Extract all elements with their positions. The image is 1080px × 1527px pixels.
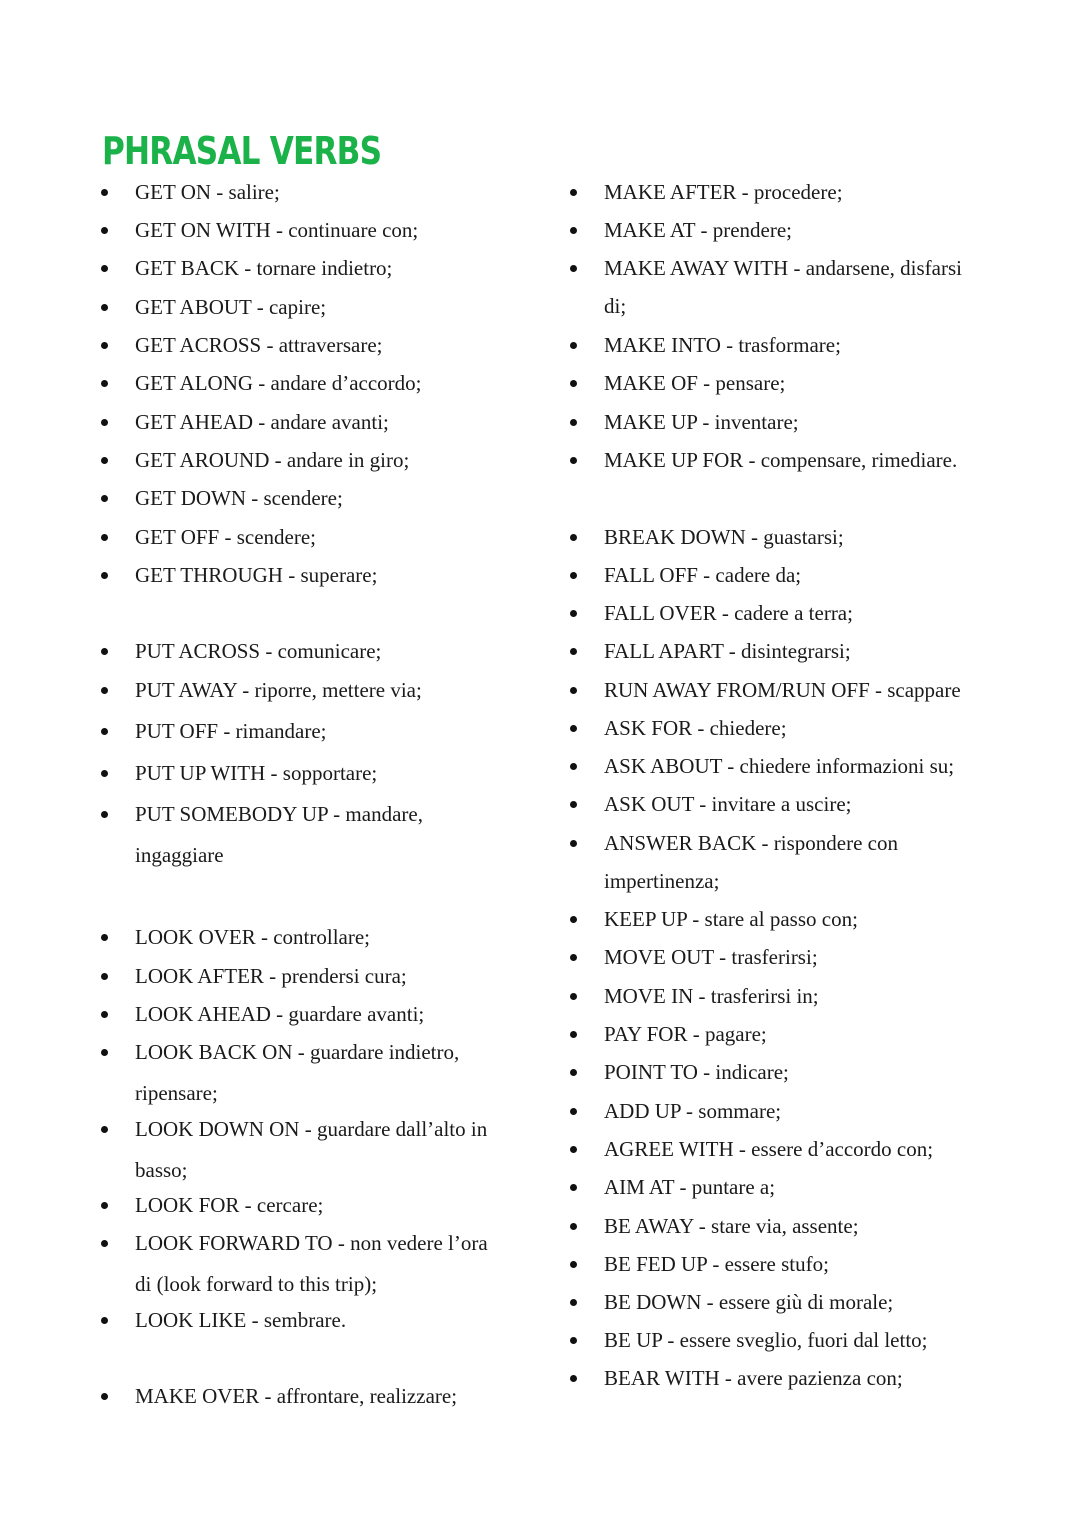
list-item: GET THROUGH - superare;: [135, 563, 378, 587]
list-item: GET OFF - scendere;: [135, 525, 316, 549]
list-item-continuation: basso;: [135, 1158, 188, 1182]
list-item: GET DOWN - scendere;: [135, 486, 343, 510]
bullet-icon: [570, 380, 577, 387]
bullet-icon: [101, 457, 108, 464]
list-item: LOOK LIKE - sembrare.: [135, 1308, 347, 1332]
list-item: GET AHEAD - andare avanti;: [135, 410, 389, 434]
bullet-icon: [101, 687, 108, 694]
bullet-icon: [570, 1223, 577, 1230]
bullet-icon: [570, 1146, 577, 1153]
bullet-icon: [570, 1299, 577, 1306]
list-item: FALL OFF - cadere da;: [604, 563, 802, 587]
bullet-icon: [570, 342, 577, 349]
list-item: LOOK FOR - cercare;: [135, 1193, 324, 1217]
bullet-icon: [101, 1317, 108, 1324]
bullet-icon: [101, 1240, 108, 1247]
list-item: MAKE AWAY WITH - andarsene, disfarsi: [604, 256, 962, 280]
list-item-continuation: impertinenza;: [604, 869, 720, 893]
bullet-icon: [101, 1011, 108, 1018]
list-item: PUT OFF - rimandare;: [135, 719, 327, 743]
bullet-icon: [101, 227, 108, 234]
list-item: PUT UP WITH - sopportare;: [135, 761, 378, 785]
bullet-icon: [570, 572, 577, 579]
list-item: MOVE OUT - trasferirsi;: [604, 945, 818, 969]
list-item-continuation: ingaggiare: [135, 843, 224, 867]
list-item: AIM AT - puntare a;: [604, 1175, 776, 1199]
bullet-icon: [101, 380, 108, 387]
bullet-icon: [570, 993, 577, 1000]
bullet-icon: [101, 973, 108, 980]
list-item: MOVE IN - trasferirsi in;: [604, 984, 819, 1008]
bullet-icon: [570, 189, 577, 196]
list-item: MAKE UP FOR - compensare, rimediare.: [604, 448, 958, 472]
bullet-icon: [570, 763, 577, 770]
bullet-icon: [570, 265, 577, 272]
bullet-icon: [570, 648, 577, 655]
bullet-icon: [570, 916, 577, 923]
bullet-icon: [570, 687, 577, 694]
bullet-icon: [101, 934, 108, 941]
bullet-icon: [570, 1108, 577, 1115]
list-item: MAKE OF - pensare;: [604, 371, 786, 395]
bullet-icon: [570, 227, 577, 234]
bullet-icon: [101, 189, 108, 196]
bullet-icon: [101, 304, 108, 311]
list-item: GET ACROSS - attraversare;: [135, 333, 383, 357]
bullet-icon: [101, 534, 108, 541]
bullet-icon: [101, 648, 108, 655]
bullet-icon: [101, 342, 108, 349]
list-item: MAKE UP - inventare;: [604, 410, 799, 434]
list-item: BE FED UP - essere stufo;: [604, 1252, 829, 1276]
list-item: BEAR WITH - avere pazienza con;: [604, 1366, 903, 1390]
list-item: LOOK AHEAD - guardare avanti;: [135, 1002, 425, 1026]
list-item: LOOK DOWN ON - guardare dall’alto in: [135, 1117, 488, 1141]
list-item-continuation: ripensare;: [135, 1081, 218, 1105]
list-item: AGREE WITH - essere d’accordo con;: [604, 1137, 934, 1161]
bullet-icon: [570, 610, 577, 617]
bullet-icon: [570, 1031, 577, 1038]
list-item: ADD UP - sommare;: [604, 1099, 782, 1123]
bullet-icon: [101, 811, 108, 818]
bullet-icon: [570, 725, 577, 732]
bullet-icon: [101, 1126, 108, 1133]
bullet-icon: [101, 419, 108, 426]
list-item-continuation: di (look forward to this trip);: [135, 1272, 378, 1296]
list-item: GET AROUND - andare in giro;: [135, 448, 410, 472]
list-item: ASK FOR - chiedere;: [604, 716, 787, 740]
list-item: LOOK OVER - controllare;: [135, 925, 371, 949]
list-item: POINT TO - indicare;: [604, 1060, 789, 1084]
list-item: FALL OVER - cadere a terra;: [604, 601, 853, 625]
bullet-icon: [101, 265, 108, 272]
list-item-continuation: di;: [604, 294, 627, 318]
list-item: MAKE AT - prendere;: [604, 218, 792, 242]
bullet-icon: [101, 1202, 108, 1209]
list-item: FALL APART - disintegrarsi;: [604, 639, 851, 663]
bullet-icon: [101, 1393, 108, 1400]
list-item: PUT AWAY - riporre, mettere via;: [135, 678, 422, 702]
list-item: PUT ACROSS - comunicare;: [135, 639, 382, 663]
bullet-icon: [570, 457, 577, 464]
list-item: PAY FOR - pagare;: [604, 1022, 767, 1046]
list-item: LOOK FORWARD TO - non vedere l’ora: [135, 1231, 488, 1255]
list-item: ASK OUT - invitare a uscire;: [604, 792, 852, 816]
bullet-icon: [570, 840, 577, 847]
bullet-icon: [101, 770, 108, 777]
list-item: MAKE INTO - trasformare;: [604, 333, 841, 357]
bullet-icon: [570, 1375, 577, 1382]
page-title: PHRASAL VERBS: [102, 129, 382, 173]
bullet-icon: [570, 534, 577, 541]
bullet-icon: [570, 1337, 577, 1344]
list-item: GET BACK - tornare indietro;: [135, 256, 393, 280]
list-item: KEEP UP - stare al passo con;: [604, 907, 858, 931]
bullet-icon: [570, 1261, 577, 1268]
list-item: LOOK BACK ON - guardare indietro,: [135, 1040, 460, 1064]
list-item: BE UP - essere sveglio, fuori dal letto;: [604, 1328, 928, 1352]
bullet-icon: [101, 728, 108, 735]
list-item: MAKE OVER - affrontare, realizzare;: [135, 1384, 458, 1408]
list-item: GET ON WITH - continuare con;: [135, 218, 419, 242]
bullet-icon: [570, 1069, 577, 1076]
list-item: GET ALONG - andare d’accordo;: [135, 371, 422, 395]
bullet-icon: [570, 954, 577, 961]
list-item: PUT SOMEBODY UP - mandare,: [135, 802, 423, 826]
bullet-icon: [101, 572, 108, 579]
list-item: BE AWAY - stare via, assente;: [604, 1214, 859, 1238]
list-item: BE DOWN - essere giù di morale;: [604, 1290, 894, 1314]
list-item: MAKE AFTER - procedere;: [604, 180, 843, 204]
bullet-icon: [570, 1184, 577, 1191]
bullet-icon: [101, 1049, 108, 1056]
list-item: GET ON - salire;: [135, 180, 280, 204]
list-item: LOOK AFTER - prendersi cura;: [135, 964, 407, 988]
bullet-icon: [101, 495, 108, 502]
list-item: GET ABOUT - capire;: [135, 295, 327, 319]
list-item: ANSWER BACK - rispondere con: [604, 831, 898, 855]
bullet-icon: [570, 419, 577, 426]
list-item: RUN AWAY FROM/RUN OFF - scappare: [604, 678, 961, 702]
bullet-icon: [570, 801, 577, 808]
list-item: ASK ABOUT - chiedere informazioni su;: [604, 754, 955, 778]
list-item: BREAK DOWN - guastarsi;: [604, 525, 844, 549]
